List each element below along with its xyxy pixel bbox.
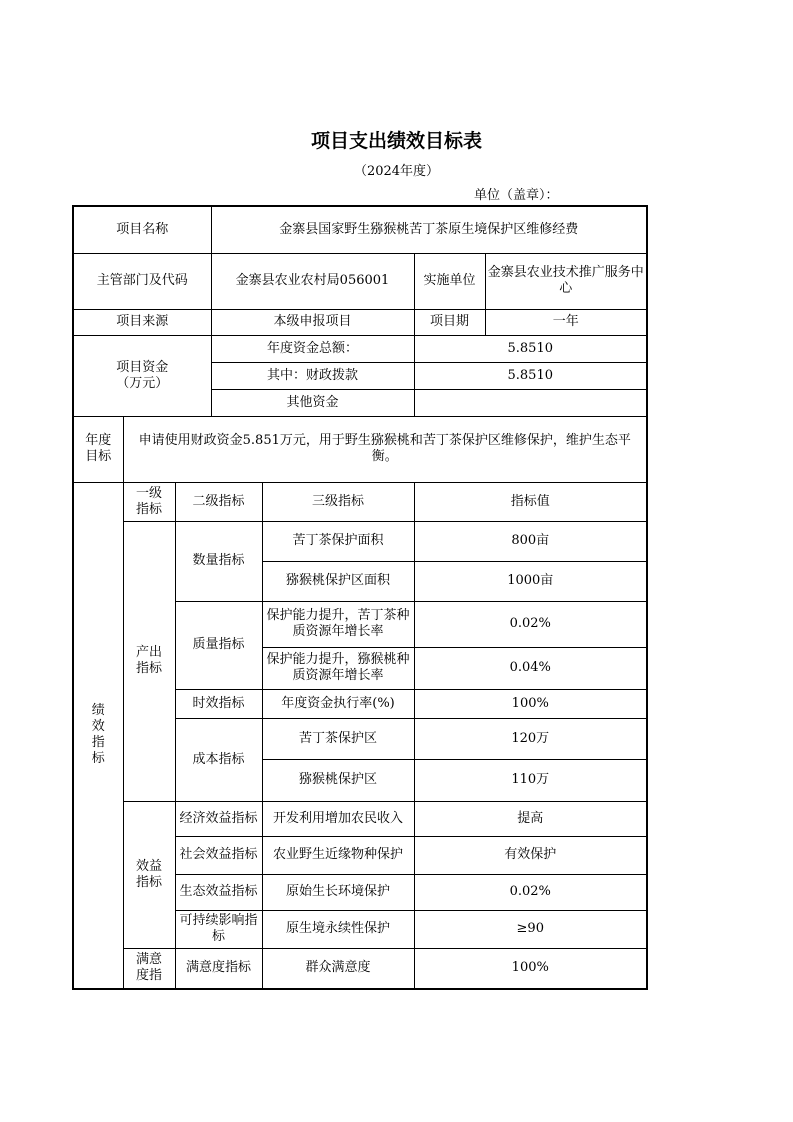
table-row-l3: 年度资金执行率(%): [262, 689, 414, 718]
table-row-l3: 群众满意度: [262, 948, 414, 989]
department-label: 主管部门及代码: [73, 253, 211, 309]
source-label: 项目来源: [73, 309, 211, 335]
performance-indicators-label: 绩效指标: [73, 482, 123, 989]
table-row-l3: 苦丁茶保护面积: [262, 521, 414, 561]
table-row-l2: 质量指标: [175, 601, 262, 689]
level3-header: 三级指标: [262, 482, 414, 521]
annual-goal-value: 申请使用财政资金5.851万元，用于野生猕猴桃和苦丁茶保护区维修保护，维护生态平衡。: [123, 416, 647, 482]
table-row-value: ≥90: [414, 910, 647, 948]
source-value: 本级申报项目: [211, 309, 414, 335]
unit-stamp-label: 单位（盖章）：: [474, 188, 559, 203]
fund-fiscal-label: 其中：财政拨款: [211, 362, 414, 389]
table-row-value: 0.02%: [414, 601, 647, 647]
table-row-value: 提高: [414, 801, 647, 836]
project-name-label: 项目名称: [73, 206, 211, 253]
fund-other-value: [414, 389, 647, 416]
table-row-l2: 社会效益指标: [175, 836, 262, 874]
annual-goal-label: 年度目标: [73, 416, 123, 482]
fund-other-label: 其他资金: [211, 389, 414, 416]
fund-fiscal-value: 5.8510: [414, 362, 647, 389]
fund-label: 项目资金 （万元）: [73, 335, 211, 416]
table-row-l3: 开发利用增加农民收入: [262, 801, 414, 836]
table-row-value: 110万: [414, 759, 647, 801]
table-row-l3: 猕猴桃保护区面积: [262, 561, 414, 601]
output-indicators-label: 产出指标: [123, 521, 175, 801]
fund-total-label: 年度资金总额：: [211, 335, 414, 362]
period-label: 项目期: [414, 309, 485, 335]
project-name-value: 金寨县国家野生猕猴桃苦丁茶原生境保护区维修经费: [211, 206, 647, 253]
performance-table: [72, 205, 648, 990]
table-row-l3: 猕猴桃保护区: [262, 759, 414, 801]
table-row-l3: 苦丁茶保护区: [262, 718, 414, 759]
table-row-l2: 数量指标: [175, 521, 262, 601]
table-row-value: 800亩: [414, 521, 647, 561]
table-row-l2: 时效指标: [175, 689, 262, 718]
table-row-l2: 经济效益指标: [175, 801, 262, 836]
implementer-value: 金寨县农业技术推广服务中心: [485, 253, 647, 309]
table-row-value: 100%: [414, 948, 647, 989]
level2-header: 二级指标: [175, 482, 262, 521]
table-row-l3: 保护能力提升，苦丁茶种质资源年增长率: [262, 601, 414, 647]
table-row-value: 有效保护: [414, 836, 647, 874]
level1-header: 一级指标: [123, 482, 175, 521]
table-row-l3: 保护能力提升，猕猴桃种质资源年增长率: [262, 647, 414, 689]
fiscal-year: （2024年度）: [353, 164, 440, 179]
satisfaction-indicators-label: 满意度指: [123, 948, 175, 989]
period-value: 一年: [485, 309, 647, 335]
table-row-l2: 可持续影响指标: [175, 910, 262, 948]
table-row-value: 1000亩: [414, 561, 647, 601]
table-row-l3: 农业野生近缘物种保护: [262, 836, 414, 874]
table-row-value: 120万: [414, 718, 647, 759]
table-row-value: 100%: [414, 689, 647, 718]
table-row-l2: 成本指标: [175, 718, 262, 801]
implementer-label: 实施单位: [414, 253, 485, 309]
fund-total-value: 5.8510: [414, 335, 647, 362]
table-row-l2: 满意度指标: [175, 948, 262, 989]
table-row-l3: 原始生长环境保护: [262, 874, 414, 910]
document-title: 项目支出绩效目标表: [310, 130, 482, 152]
department-value: 金寨县农业农村局056001: [211, 253, 414, 309]
value-header: 指标值: [414, 482, 647, 521]
table-row-l2: 生态效益指标: [175, 874, 262, 910]
table-row-value: 0.04%: [414, 647, 647, 689]
table-row-value: 0.02%: [414, 874, 647, 910]
table-row-l3: 原生境永续性保护: [262, 910, 414, 948]
benefit-indicators-label: 效益指标: [123, 801, 175, 948]
